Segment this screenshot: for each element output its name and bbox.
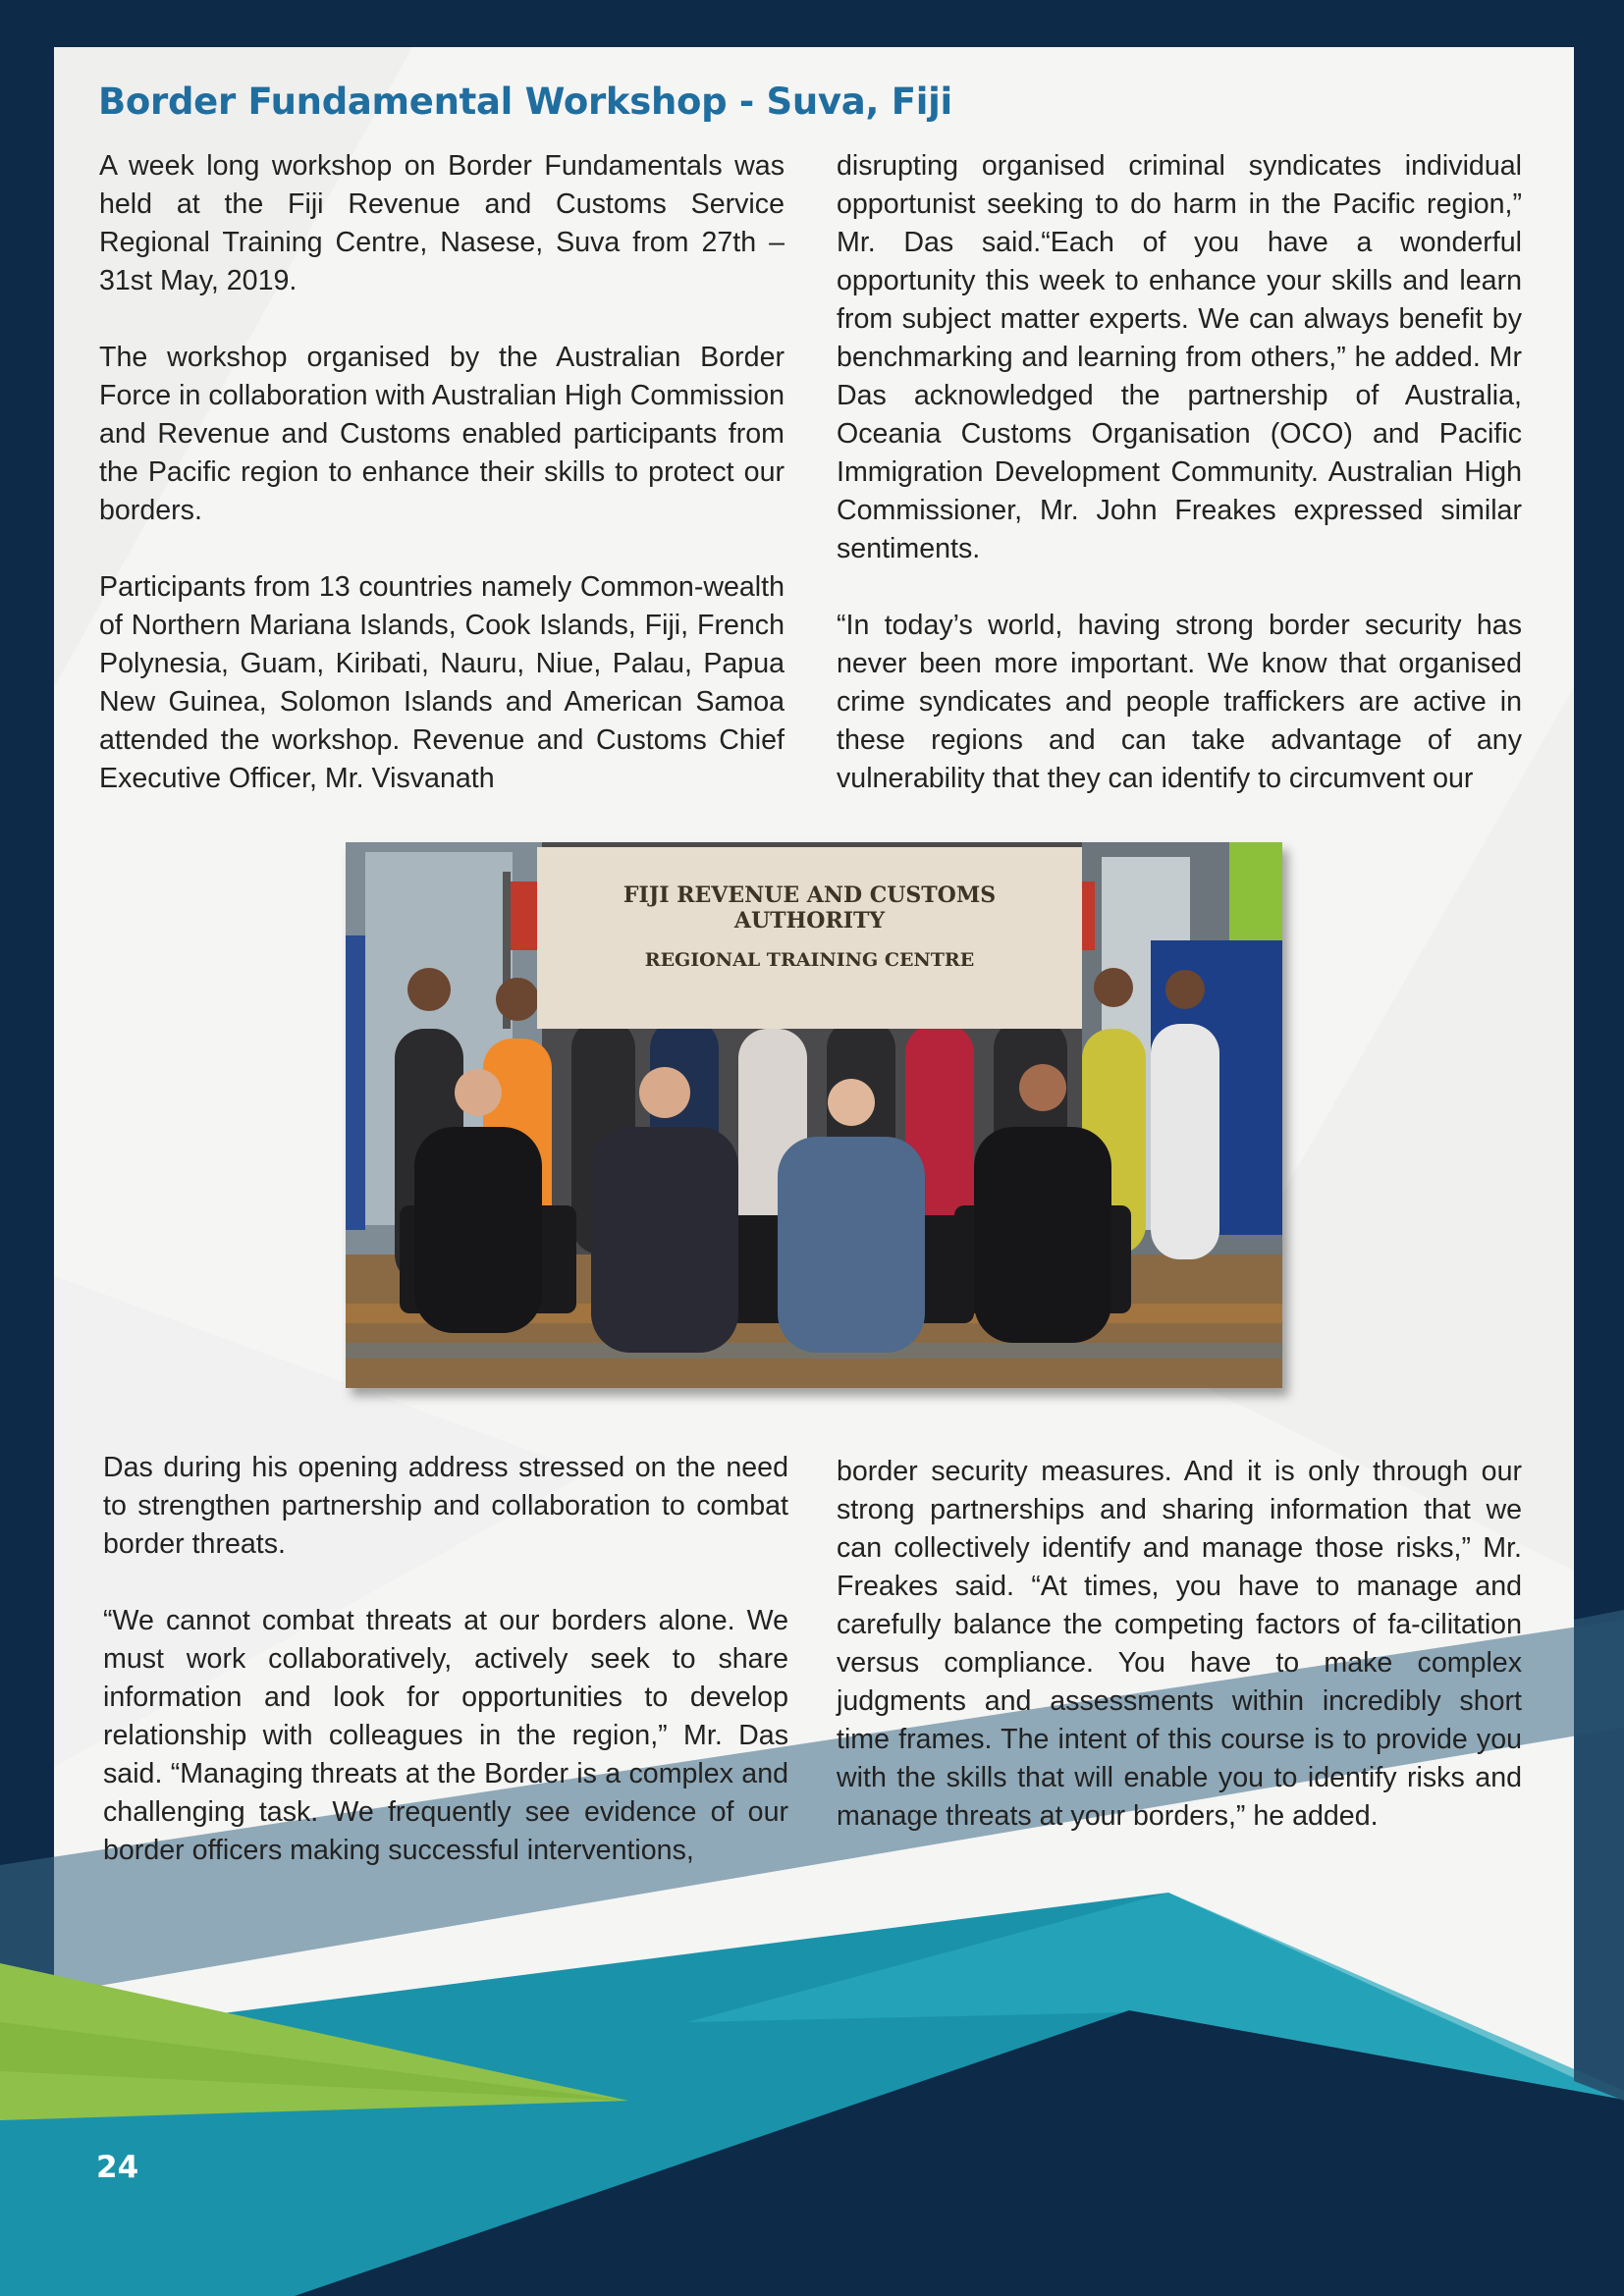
column-bottom-right — [837, 1453, 1522, 1836]
paragraph: Das during his opening address stressed on the need to strengthen partnership and collaboration to combat border threats. — [103, 1452, 788, 1560]
paragraph: “In today’s world, having strong border security has never been more important. We know that organised crime syndicates and people traffickers are active in these regions and can take advantage of any vulnerability that they can identify to circumvent our — [837, 610, 1522, 794]
column-bottom-left — [103, 1449, 788, 1870]
page-number: 24 — [96, 2150, 139, 2185]
paragraph: disrupting organised criminal syndicates individual opportunist seeking to do harm in the Pacific region,” Mr. Das said.“Each of you have a wonderful opportunity this week to enhance your skills and learn from subject matter experts. We can always benefit by benchmarking and learning from others,” he added. Mr Das acknowledged the partnership of Australia, Oceania Customs Organisation (OCO) and Pacific Immigration Development Community. Australian High Commissioner, Mr. John Freakes expressed similar sentiments. — [837, 150, 1522, 564]
group-photo — [346, 842, 1282, 1388]
column-top-left — [99, 147, 785, 798]
paragraph: The workshop organised by the Australian Border Force in collaboration with Australian High Commission and Revenue and Customs enabled participants from the Pacific region to enhance their skills to protect our borders. — [99, 342, 785, 526]
photo-backdrop-sign — [537, 847, 1082, 1029]
paragraph: border security measures. And it is only through our strong partnerships and sharing information that we can collectively identify and manage those risks,” Mr. Freakes said. “At times, you have to manage and carefully balance the competing factors of fa-cilitation versus compliance. You have to make complex judgments and assessments within incredibly short time frames. The intent of this course is to provide you with the skills that will enable you to identify risks and manage threats at your borders,” he added. — [837, 1456, 1522, 1832]
photo-sign-line1: FIJI REVENUE AND CUSTOMS AUTHORITY — [623, 882, 997, 934]
column-top-right — [837, 147, 1522, 798]
article-title: Border Fundamental Workshop - Suva, Fiji — [98, 80, 952, 123]
paragraph: Participants from 13 countries namely Common-wealth of Northern Mariana Islands, Cook Islands, Fiji, French Polynesia, Guam, Kiribati, Nauru, Niue, Palau, Papua New Guinea, Solomon Islands and American Samoa attended the workshop. Revenue and Customs Chief Executive Officer, Mr. Visvanath — [99, 571, 785, 794]
paragraph: A week long workshop on Border Fundamentals was held at the Fiji Revenue and Customs Service Regional Training Centre, Nasese, Suva from 27th – 31st May, 2019. — [99, 150, 785, 296]
photo-sign-line2: REGIONAL TRAINING CENTRE — [644, 949, 975, 971]
paragraph: “We cannot combat threats at our borders alone. We must work collaboratively, actively seek to share information and look for opportunities to develop relationship with colleagues in the region,” Mr. Das said. “Managing threats at the Border is a complex and challenging task. We frequently see evidence of our border officers making successful interventions, — [103, 1605, 788, 1866]
